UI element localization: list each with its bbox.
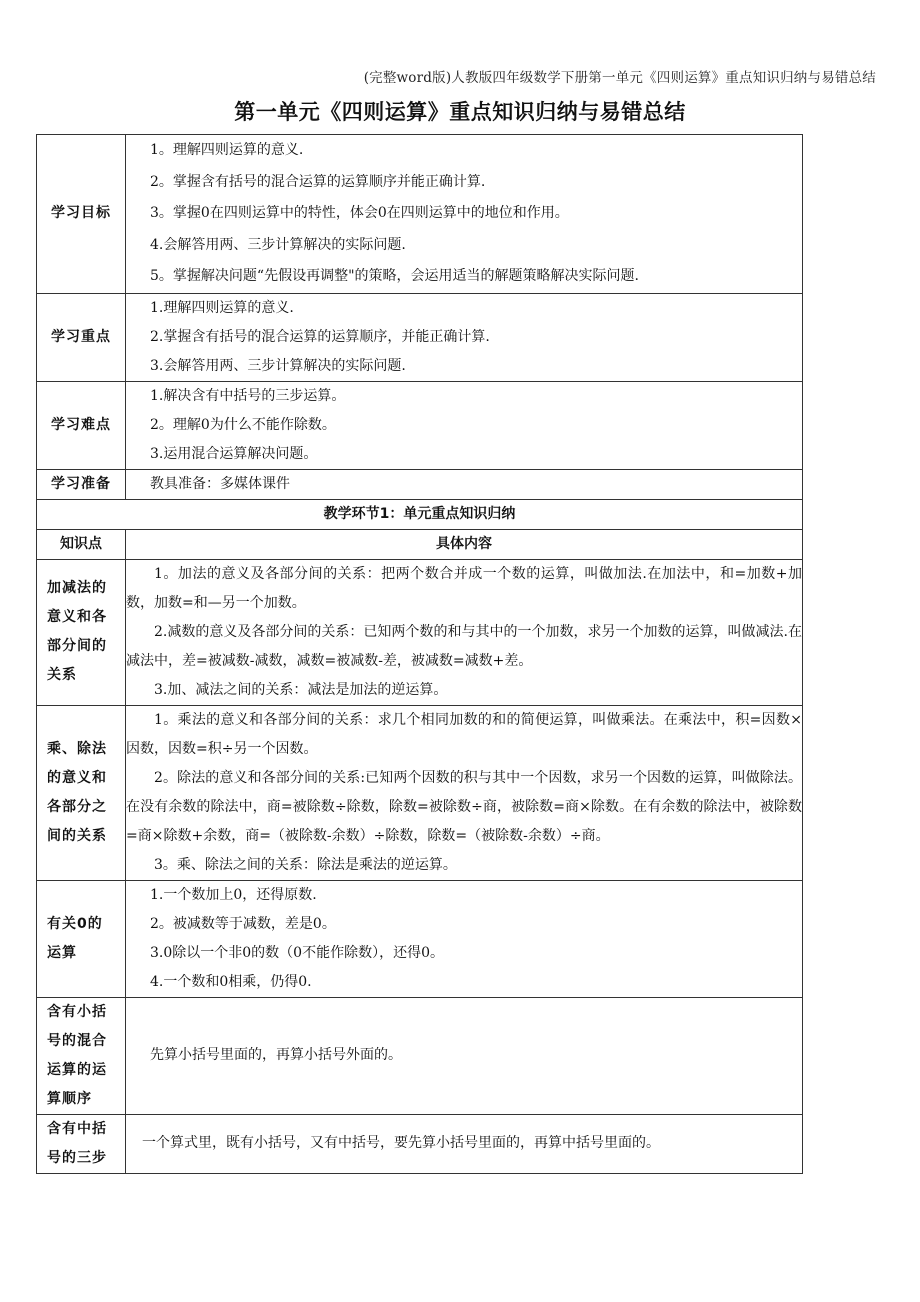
knowledge-row-add-sub [37, 559, 803, 705]
knowledge-label-line: 有关0的 [47, 915, 103, 932]
goal-item: 3。掌握0在四则运算中的特性，体会0在四则运算中的地位和作用。 [150, 205, 569, 221]
difficulties-label: 学习难点 [37, 381, 126, 469]
difficulty-item: 1.解决含有中括号的三步运算。 [150, 387, 346, 404]
column-header-content: 具体内容 [126, 529, 803, 559]
knowledge-line: 一个算式里，既有小括号，又有中括号，要先算小括号里面的，再算中括号里面的。 [142, 1135, 660, 1151]
column-header-knowledge: 知识点 [37, 529, 126, 559]
goals-content [126, 135, 803, 294]
key-point-item: 1.理解四则运算的意义. [150, 299, 294, 316]
knowledge-label-line: 号的混合 [47, 1032, 107, 1049]
knowledge-label [37, 705, 126, 880]
knowledge-line: 先算小括号里面的，再算小括号外面的。 [150, 1047, 402, 1063]
preparation-text: 教具准备：多媒体课件 [150, 475, 290, 492]
knowledge-content [126, 705, 803, 880]
difficulty-item: 2。理解0为什么不能作除数。 [150, 416, 336, 433]
knowledge-label-line: 意义和各 [47, 609, 107, 625]
goal-item: 5。掌握解决问题“先假设再调整"的策略，会运用适当的解题策略解决实际问题. [150, 268, 639, 284]
knowledge-label [37, 559, 126, 705]
goal-item: 2。掌握含有括号的混合运算的运算顺序并能正确计算. [150, 173, 486, 190]
knowledge-line: 1.一个数加上0，还得原数. [150, 886, 317, 903]
goals-row [37, 135, 803, 294]
knowledge-label-line: 乘、除法 [47, 740, 107, 757]
knowledge-paragraph: 1。乘法的意义和各部分间的关系：求几个相同加数的和的简便运算，叫做乘法。在乘法中，积=因数×因数，因数=积÷另一个因数。 [126, 711, 802, 757]
knowledge-label-line: 的意义和 [47, 769, 107, 786]
knowledge-label-line: 运算 [47, 944, 77, 961]
knowledge-label-line: 含有中括 [47, 1120, 107, 1137]
knowledge-row-brackets [37, 1114, 803, 1173]
knowledge-label [37, 880, 126, 997]
knowledge-paragraph: 2。除法的意义和各部分间的关系:已知两个因数的积与其中一个因数，求另一个因数的运算，叫做除法。在没有余数的除法中，商=被除数÷除数，除数=被除数÷商，被除数=商×除数。在有余数的除法中，被除数=商×除数+余数，商=（被除数-余数）÷除数，除数=（被除数-余数）÷商。 [126, 769, 802, 844]
key-points-label: 学习重点 [37, 293, 126, 381]
preparation-label: 学习准备 [37, 469, 126, 499]
knowledge-label-line: 算顺序 [47, 1090, 92, 1107]
knowledge-label-line: 各部分之 [47, 798, 107, 815]
knowledge-paragraph: 1。加法的意义及各部分间的关系：把两个数合并成一个数的运算，叫做加法.在加法中，和=加数+加数，加数=和—另一个加数。 [126, 565, 802, 611]
goals-label: 学习目标 [37, 135, 126, 294]
knowledge-line: 4.一个数和0相乘，仍得0. [150, 973, 312, 990]
knowledge-line: 3.0除以一个非0的数（0不能作除数），还得0。 [150, 944, 444, 961]
key-points-content [126, 293, 803, 381]
knowledge-content [126, 880, 803, 997]
section-title-row [37, 499, 803, 529]
knowledge-label [37, 1114, 126, 1173]
preparation-content [126, 469, 803, 499]
knowledge-label-line: 间的关系 [47, 827, 107, 844]
knowledge-label-line: 号的三步 [47, 1149, 107, 1166]
goal-item: 1。理解四则运算的意义. [150, 142, 304, 158]
difficulties-content [126, 381, 803, 469]
knowledge-row-zero [37, 880, 803, 997]
difficulty-item: 3.运用混合运算解决问题。 [150, 445, 318, 462]
document-header-note: (完整word版)人教版四年级数学下册第一单元《四则运算》重点知识归纳与易错总结 [363, 70, 876, 86]
knowledge-row-mul-div [37, 705, 803, 880]
knowledge-paragraph: 2.减数的意义及各部分间的关系：已知两个数的和与其中的一个加数，求另一个加数的运算，叫做减法.在减法中，差=被减数-减数，减数=被减数-差，被减数=减数+差。 [126, 623, 802, 669]
knowledge-paragraph: 3.加、减法之间的关系：减法是加法的逆运算。 [154, 681, 448, 698]
knowledge-label [37, 997, 126, 1114]
key-point-item: 3.会解答用两、三步计算解决的实际问题. [150, 357, 406, 374]
knowledge-row-parentheses [37, 997, 803, 1114]
preparation-row [37, 469, 803, 499]
knowledge-content [126, 559, 803, 705]
page-title: 第一单元《四则运算》重点知识归纳与易错总结 [234, 100, 686, 124]
section-title: 教学环节1：单元重点知识归纳 [37, 499, 803, 529]
key-points-row [37, 293, 803, 381]
knowledge-paragraph: 3。乘、除法之间的关系：除法是乘法的逆运算。 [154, 856, 457, 873]
knowledge-line: 2。被减数等于减数，差是0。 [150, 915, 336, 932]
knowledge-content [126, 997, 803, 1114]
knowledge-content [126, 1114, 803, 1173]
knowledge-label-line: 部分间的 [47, 638, 107, 654]
knowledge-label-line: 运算的运 [47, 1061, 107, 1078]
knowledge-table [36, 134, 803, 1174]
knowledge-label-line: 含有小括 [47, 1003, 107, 1020]
goal-item: 4.会解答用两、三步计算解决的实际问题. [150, 236, 406, 253]
knowledge-label-line: 关系 [47, 667, 77, 683]
knowledge-label-line: 加减法的 [47, 580, 107, 596]
difficulties-row [37, 381, 803, 469]
column-header-row [37, 529, 803, 559]
key-point-item: 2.掌握含有括号的混合运算的运算顺序，并能正确计算. [150, 328, 490, 345]
